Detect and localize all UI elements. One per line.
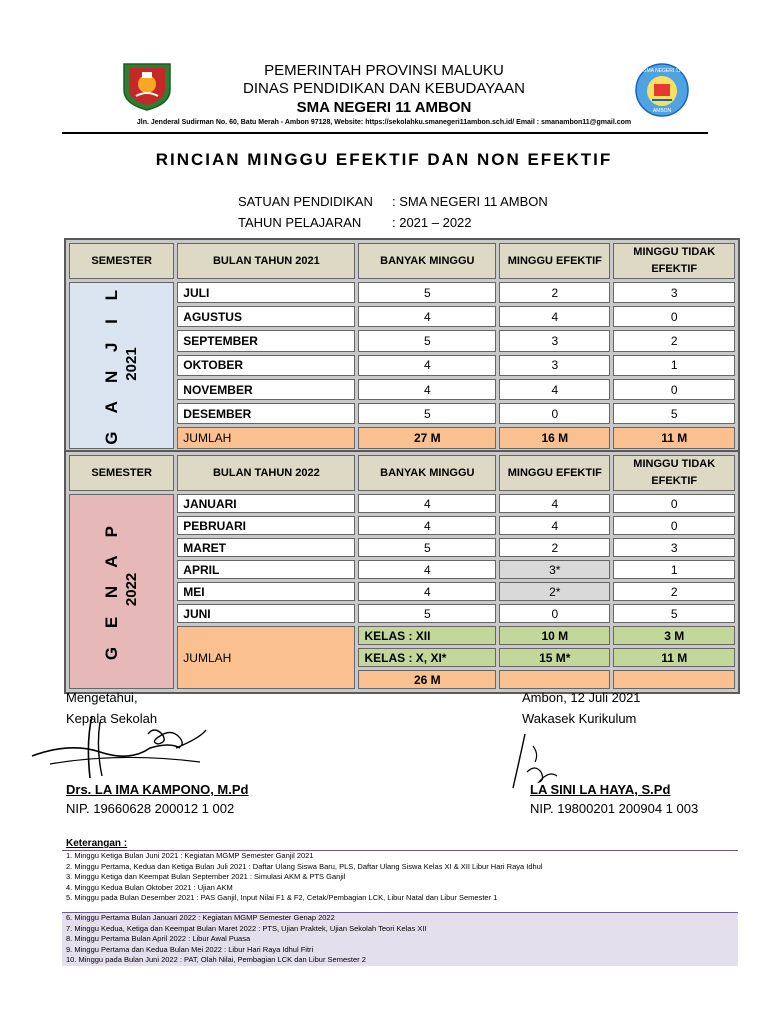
genap-table <box>64 450 740 694</box>
note-item: 1. Minggu Ketiga Bulan Juni 2021 : Kegiatan MGMP Semester Ganjil 2021 <box>66 851 314 860</box>
header-government: PEMERINTAH PROVINSI MALUKU <box>264 62 504 79</box>
ganjil-table <box>64 238 740 454</box>
document-title: RINCIAN MINGGU EFEKTIF DAN NON EFEKTIF <box>155 150 613 169</box>
month-cell: MARET <box>177 538 355 557</box>
notes-semester-2 <box>62 912 738 966</box>
effective-cell: 2* <box>499 582 610 601</box>
total-blank <box>499 670 610 689</box>
class-x-xi-label: KELAS : X, XI* <box>358 648 496 667</box>
semester-year: 2021 <box>122 347 140 381</box>
weeks-cell: 5 <box>358 538 496 557</box>
non-effective-cell: 0 <box>613 306 735 327</box>
col-weeks: BANYAK MINGGU <box>358 455 496 491</box>
col-non-effective: MINGGU TIDAK EFEKTIF <box>613 243 735 279</box>
weeks-cell: 5 <box>358 604 496 623</box>
class-xii-label: KELAS : XII <box>358 626 496 645</box>
col-month: BULAN TAHUN 2022 <box>177 455 355 491</box>
non-effective-cell: 1 <box>613 560 735 579</box>
effective-cell: 2 <box>499 538 610 557</box>
note-item: 4. Minggu Kedua Bulan Oktober 2021 : Ujian AKM <box>66 882 233 892</box>
vice-principal-nip: NIP. 19800201 200904 1 003 <box>530 801 699 816</box>
principal-name: Drs. LA IMA KAMPONO, M.Pd <box>66 782 249 797</box>
class-x-xi-non-effective: 11 M <box>613 648 735 667</box>
month-cell: JUNI <box>177 604 355 623</box>
class-x-xi-effective: 15 M* <box>499 648 610 667</box>
header-address: Jln. Jenderal Sudirman No. 60, Batu Merah - Ambon 97128, Website: https://sekolahku.smanegeri11ambon.sch.id/ Email : smanambon11@gmail.com <box>136 119 632 126</box>
month-cell: SEPTEMBER <box>177 330 355 351</box>
month-cell: MEI <box>177 582 355 601</box>
semester-year: 2022 <box>122 573 140 607</box>
col-effective: MINGGU EFEKTIF <box>499 243 610 279</box>
effective-cell: 3 <box>499 355 610 376</box>
total-blank <box>613 670 735 689</box>
table-header-row <box>69 455 735 491</box>
year-label: TAHUN PELAJARAN <box>238 215 362 230</box>
effective-cell: 3* <box>499 560 610 579</box>
class-xii-effective: 10 M <box>499 626 610 645</box>
note-item: 6. Minggu Pertama Bulan Januari 2022 : Kegiatan MGMP Semester Genap 2022 <box>66 913 335 922</box>
weeks-cell: 5 <box>358 282 496 303</box>
col-semester: SEMESTER <box>69 243 174 279</box>
note-item: 3. Minggu Ketiga dan Keempat Bulan September 2021 : Simulasi AKM & PTS Ganjil <box>66 872 346 881</box>
effective-cell: 4 <box>499 494 610 513</box>
weeks-cell: 5 <box>358 330 496 351</box>
svg-text:SMA NEGERI 11: SMA NEGERI 11 <box>643 68 681 74</box>
table-row <box>69 282 735 303</box>
month-cell: OKTOBER <box>177 355 355 376</box>
weeks-cell: 4 <box>358 494 496 513</box>
effective-cell: 2 <box>499 282 610 303</box>
place-date: Ambon, 12 Juli 2021 <box>522 690 641 705</box>
col-weeks: BANYAK MINGGU <box>358 243 496 279</box>
effective-cell: 0 <box>499 403 610 424</box>
semester-label: G A N J I L <box>101 283 121 445</box>
weeks-cell: 4 <box>358 355 496 376</box>
weeks-cell: 4 <box>358 306 496 327</box>
month-cell: JANUARI <box>177 494 355 513</box>
effective-cell: 0 <box>499 604 610 623</box>
total-effective: 16 M <box>499 427 610 448</box>
effective-cell: 3 <box>499 330 610 351</box>
month-cell: AGUSTUS <box>177 306 355 327</box>
non-effective-cell: 0 <box>613 494 735 513</box>
header-divider <box>62 132 708 134</box>
note-item: 9. Minggu Pertama dan Kedua Bulan Mei 2022 : Libur Hari Raya Idhul Fitri <box>66 944 314 954</box>
non-effective-cell: 0 <box>613 379 735 400</box>
col-non-effective: MINGGU TIDAK EFEKTIF <box>613 455 735 491</box>
weeks-cell: 4 <box>358 516 496 535</box>
note-item: 7. Minggu Kedua, Ketiga dan Keempat Bulan Maret 2022 : PTS, Ujian Praktek, Ujian Sekolah Teori Kelas XII <box>66 923 427 933</box>
note-item: 2. Minggu Pertama, Kedua dan Ketiga Bulan Juli 2021 : Daftar Ulang Siswa Baru, PLS, Daftar Ulang Siswa Kelas XI & XII Libur Hari Raya Idhul <box>66 861 543 871</box>
month-cell: PEBRUARI <box>177 516 355 535</box>
total-label: JUMLAH <box>177 427 355 448</box>
header-school: SMA NEGERI 11 AMBON <box>296 99 472 116</box>
unit-label: SATUAN PENDIDIKAN <box>238 194 373 209</box>
non-effective-cell: 3 <box>613 282 735 303</box>
note-item: 10. Minggu pada Bulan Juni 2022 : PAT, Olah Nilai, Pembagian LCK dan Libur Semester 2 <box>66 955 366 964</box>
notes-title: Keterangan : <box>66 838 128 849</box>
total-weeks: 27 M <box>358 427 496 448</box>
weeks-cell: 4 <box>358 560 496 579</box>
month-cell: APRIL <box>177 560 355 579</box>
non-effective-cell: 0 <box>613 516 735 535</box>
note-item: 5. Minggu pada Bulan Desember 2021 : PAS Ganjil, Input Nilai F1 & F2, Cetak/Pembagian LCK, Libur Natal dan Libur Semester 1 <box>66 893 498 902</box>
principal-nip: NIP. 19660628 200012 1 002 <box>66 801 235 816</box>
vice-principal-role: Wakasek Kurikulum <box>522 711 637 726</box>
month-cell: DESEMBER <box>177 403 355 424</box>
table-header-row <box>69 243 735 279</box>
effective-cell: 4 <box>499 306 610 327</box>
non-effective-cell: 1 <box>613 355 735 376</box>
vice-principal-name: LA SINI LA HAYA, S.Pd <box>530 782 671 797</box>
acknowledge-text: Mengetahui, <box>66 690 138 705</box>
principal-signature-icon <box>30 712 250 784</box>
notes-semester-1 <box>62 850 738 904</box>
month-cell: JULI <box>177 282 355 303</box>
class-xii-non-effective: 3 M <box>613 626 735 645</box>
weeks-cell: 5 <box>358 403 496 424</box>
semester-cell <box>69 494 174 689</box>
col-month: BULAN TAHUN 2021 <box>177 243 355 279</box>
note-item: 8. Minggu Pertama Bulan April 2022 : Libur Awal Puasa <box>66 934 251 943</box>
table-row <box>69 494 735 513</box>
effective-cell: 4 <box>499 379 610 400</box>
year-value: : 2021 – 2022 <box>392 215 472 230</box>
non-effective-cell: 2 <box>613 582 735 601</box>
total-weeks: 26 M <box>358 670 496 689</box>
col-effective: MINGGU EFEKTIF <box>499 455 610 491</box>
principal-role: Kepala Sekolah <box>66 711 158 726</box>
weeks-cell: 4 <box>358 582 496 601</box>
weeks-cell: 4 <box>358 379 496 400</box>
semester-label: G E N A P <box>101 519 121 661</box>
non-effective-cell: 2 <box>613 330 735 351</box>
month-cell: NOVEMBER <box>177 379 355 400</box>
header-department: DINAS PENDIDIKAN DAN KEBUDAYAAN <box>242 80 525 97</box>
svg-text:AMBON: AMBON <box>652 108 672 114</box>
unit-value: : SMA NEGERI 11 AMBON <box>392 194 548 209</box>
non-effective-cell: 5 <box>613 403 735 424</box>
total-non-effective: 11 M <box>613 427 735 448</box>
col-semester: SEMESTER <box>69 455 174 491</box>
non-effective-cell: 3 <box>613 538 735 557</box>
semester-cell <box>69 282 174 449</box>
non-effective-cell: 5 <box>613 604 735 623</box>
total-label: JUMLAH <box>177 626 355 689</box>
effective-cell: 4 <box>499 516 610 535</box>
